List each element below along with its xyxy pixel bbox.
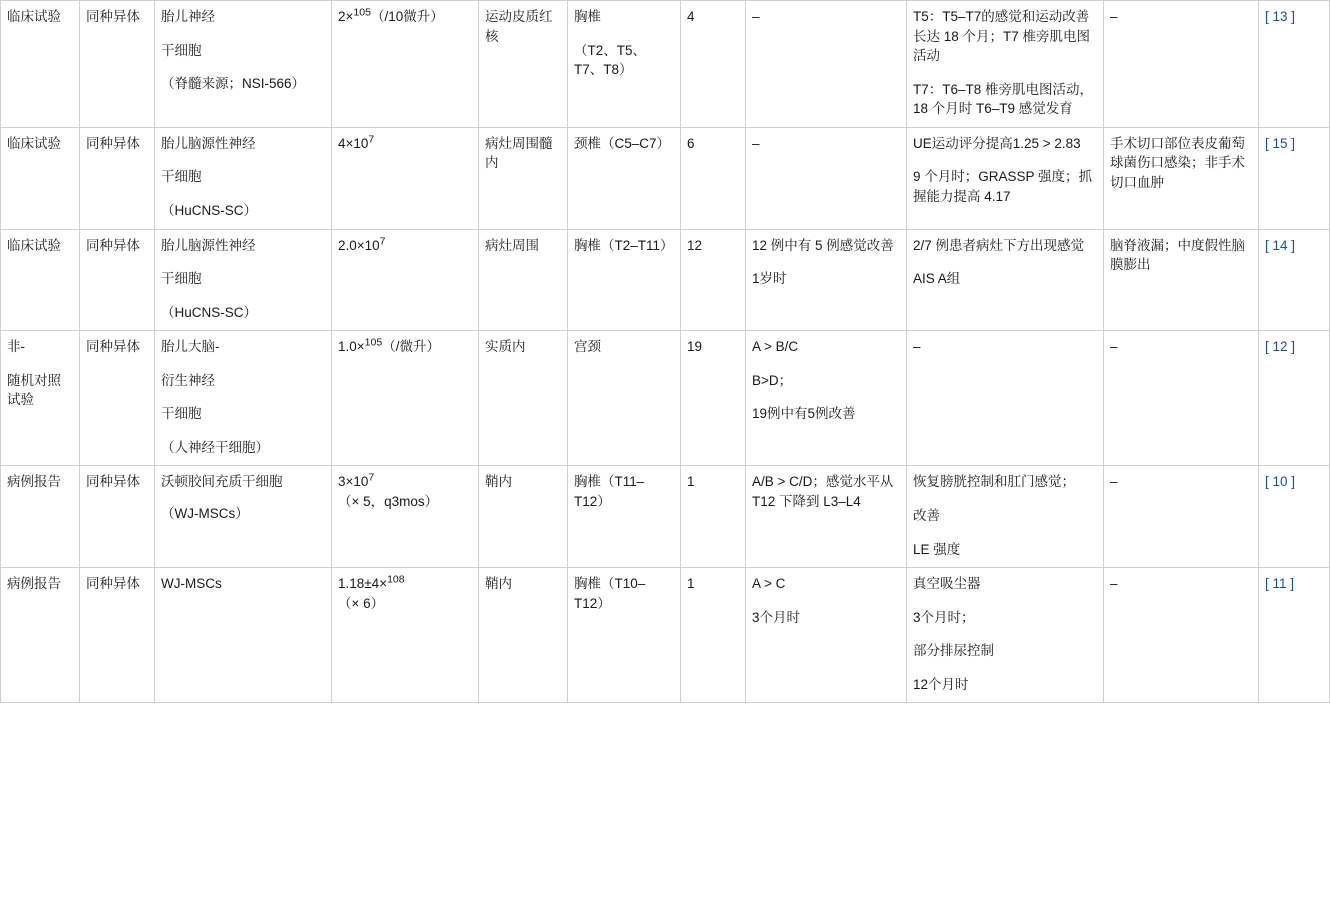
- reference-link[interactable]: [ 10 ]: [1265, 474, 1296, 490]
- cell-dose: [332, 229, 479, 331]
- table-row: [1, 466, 1330, 568]
- cell-level: 胸椎 （T2、T5、T7、T8）: [568, 1, 681, 128]
- cell-cell-type: 胎儿脑源性神经 干细胞 （HuCNS-SC）: [155, 127, 332, 229]
- cell-adverse: –: [1104, 466, 1259, 568]
- cell-safety: 12 例中有 5 例感觉改善 1岁时: [746, 229, 907, 331]
- cell-dose: [332, 466, 479, 568]
- cell-source: 同种异体: [80, 1, 155, 128]
- cell-dose: [332, 127, 479, 229]
- cell-delivery: 病灶周围髓内: [479, 127, 568, 229]
- cell-safety: A > B/C B>D； 19例中有5例改善: [746, 331, 907, 466]
- cell-source: 同种异体: [80, 127, 155, 229]
- cell-safety: –: [746, 127, 907, 229]
- dose-exponent: 105: [353, 6, 371, 19]
- cell-delivery: 鞘内: [479, 568, 568, 703]
- cell-safety: A/B > C/D；感觉水平从 T12 下降到 L3–L4: [746, 466, 907, 568]
- dose-exponent: 7: [368, 471, 375, 484]
- cell-n: 19: [681, 331, 746, 466]
- cell-study-type: 临床试验: [1, 127, 80, 229]
- cell-reference: [1259, 1, 1330, 128]
- cell-dose: [332, 1, 479, 128]
- cell-reference: [1259, 229, 1330, 331]
- cell-level: 宫颈: [568, 331, 681, 466]
- reference-link[interactable]: [ 14 ]: [1265, 237, 1296, 253]
- cell-outcome: 2/7 例患者病灶下方出现感觉 AIS A组: [907, 229, 1104, 331]
- cell-cell-type: 胎儿大脑- 衍生神经 干细胞 （人神经干细胞）: [155, 331, 332, 466]
- cell-study-type: 病例报告: [1, 466, 80, 568]
- cell-cell-type: 沃顿胶间充质干细胞 （WJ-MSCs）: [155, 466, 332, 568]
- dose-base: 4×10: [338, 135, 369, 151]
- cell-adverse: –: [1104, 568, 1259, 703]
- cell-dose: [332, 331, 479, 466]
- table-body: [1, 1, 1330, 703]
- cell-adverse: 手术切口部位表皮葡萄球菌伤口感染；非手术切口血肿: [1104, 127, 1259, 229]
- table-row: [1, 229, 1330, 331]
- dose-base: 2.0×10: [338, 237, 380, 253]
- cell-outcome: 真空吸尘器 3个月时； 部分排尿控制 12个月时: [907, 568, 1104, 703]
- cell-safety: –: [746, 1, 907, 128]
- cell-level: 胸椎（T2–T11）: [568, 229, 681, 331]
- cell-adverse: –: [1104, 1, 1259, 128]
- dose-exponent: 7: [379, 235, 386, 247]
- cell-level: 颈椎（C5–C7）: [568, 127, 681, 229]
- dose-base: 1.0×: [338, 339, 365, 355]
- cell-level: 胸椎（T11–T12）: [568, 466, 681, 568]
- cell-cell-type: 胎儿神经 干细胞 （脊髓来源；NSI-566）: [155, 1, 332, 128]
- reference-link[interactable]: [ 11 ]: [1265, 576, 1295, 592]
- cell-reference: [1259, 466, 1330, 568]
- cell-cell-type: 胎儿脑源性神经 干细胞 （HuCNS-SC）: [155, 229, 332, 331]
- table-row: [1, 1, 1330, 128]
- cell-delivery: 鞘内: [479, 466, 568, 568]
- cell-outcome: T5：T5–T7的感觉和运动改善长达 18 个月；T7 椎旁肌电图活动 T7：T6–T8 椎旁肌电图活动，18 个月时 T6–T9 感觉发育: [907, 1, 1104, 128]
- cell-delivery: 实质内: [479, 331, 568, 466]
- cell-n: 1: [681, 466, 746, 568]
- cell-adverse: –: [1104, 331, 1259, 466]
- cell-cell-type: WJ-MSCs: [155, 568, 332, 703]
- dose-unit: （/10微升）: [370, 9, 444, 24]
- cell-n: 4: [681, 1, 746, 128]
- dose-exponent: 105: [364, 336, 383, 349]
- cell-n: 12: [681, 229, 746, 331]
- cell-source: 同种异体: [80, 568, 155, 703]
- reference-link[interactable]: [ 15 ]: [1265, 135, 1296, 151]
- dose-base: 1.18±4×: [338, 576, 388, 592]
- cell-source: 同种异体: [80, 229, 155, 331]
- cell-n: 1: [681, 568, 746, 703]
- reference-link[interactable]: [ 12 ]: [1265, 339, 1296, 355]
- cell-outcome: –: [907, 331, 1104, 466]
- table-row: [1, 568, 1330, 703]
- cell-study-type: 非- 随机对照试验: [1, 331, 80, 466]
- cell-outcome: 恢复膀胱控制和肛门感觉； 改善 LE 强度: [907, 466, 1104, 568]
- dose-base: 3×10: [338, 474, 369, 490]
- reference-link[interactable]: [ 13 ]: [1265, 9, 1296, 24]
- table-row: [1, 127, 1330, 229]
- cell-study-type: 病例报告: [1, 568, 80, 703]
- cell-dose: [332, 568, 479, 703]
- cell-level: 胸椎（T10–T12）: [568, 568, 681, 703]
- cell-outcome: UE运动评分提高1.25 > 2.83 9 个月时；GRASSP 强度；抓握能力提高 4.17: [907, 127, 1104, 229]
- cell-safety: A > C 3个月时: [746, 568, 907, 703]
- cell-n: 6: [681, 127, 746, 229]
- dose-unit: （/微升）: [382, 339, 440, 355]
- cell-study-type: 临床试验: [1, 229, 80, 331]
- dose-base: 2×: [338, 9, 354, 24]
- dose-exponent: 108: [387, 573, 405, 586]
- cell-reference: [1259, 568, 1330, 703]
- cell-reference: [1259, 331, 1330, 466]
- cell-delivery: 病灶周围: [479, 229, 568, 331]
- cell-reference: [1259, 127, 1330, 229]
- dose-unit: （× 6）: [338, 595, 385, 611]
- cell-delivery: 运动皮质红核: [479, 1, 568, 128]
- cell-adverse: 脑脊液漏；中度假性脑膜膨出: [1104, 229, 1259, 331]
- dose-exponent: 7: [368, 133, 375, 146]
- table-row: [1, 331, 1330, 466]
- dose-unit: （× 5，q3mos）: [338, 494, 439, 509]
- cell-study-type: 临床试验: [1, 1, 80, 128]
- cell-source: 同种异体: [80, 466, 155, 568]
- cell-source: 同种异体: [80, 331, 155, 466]
